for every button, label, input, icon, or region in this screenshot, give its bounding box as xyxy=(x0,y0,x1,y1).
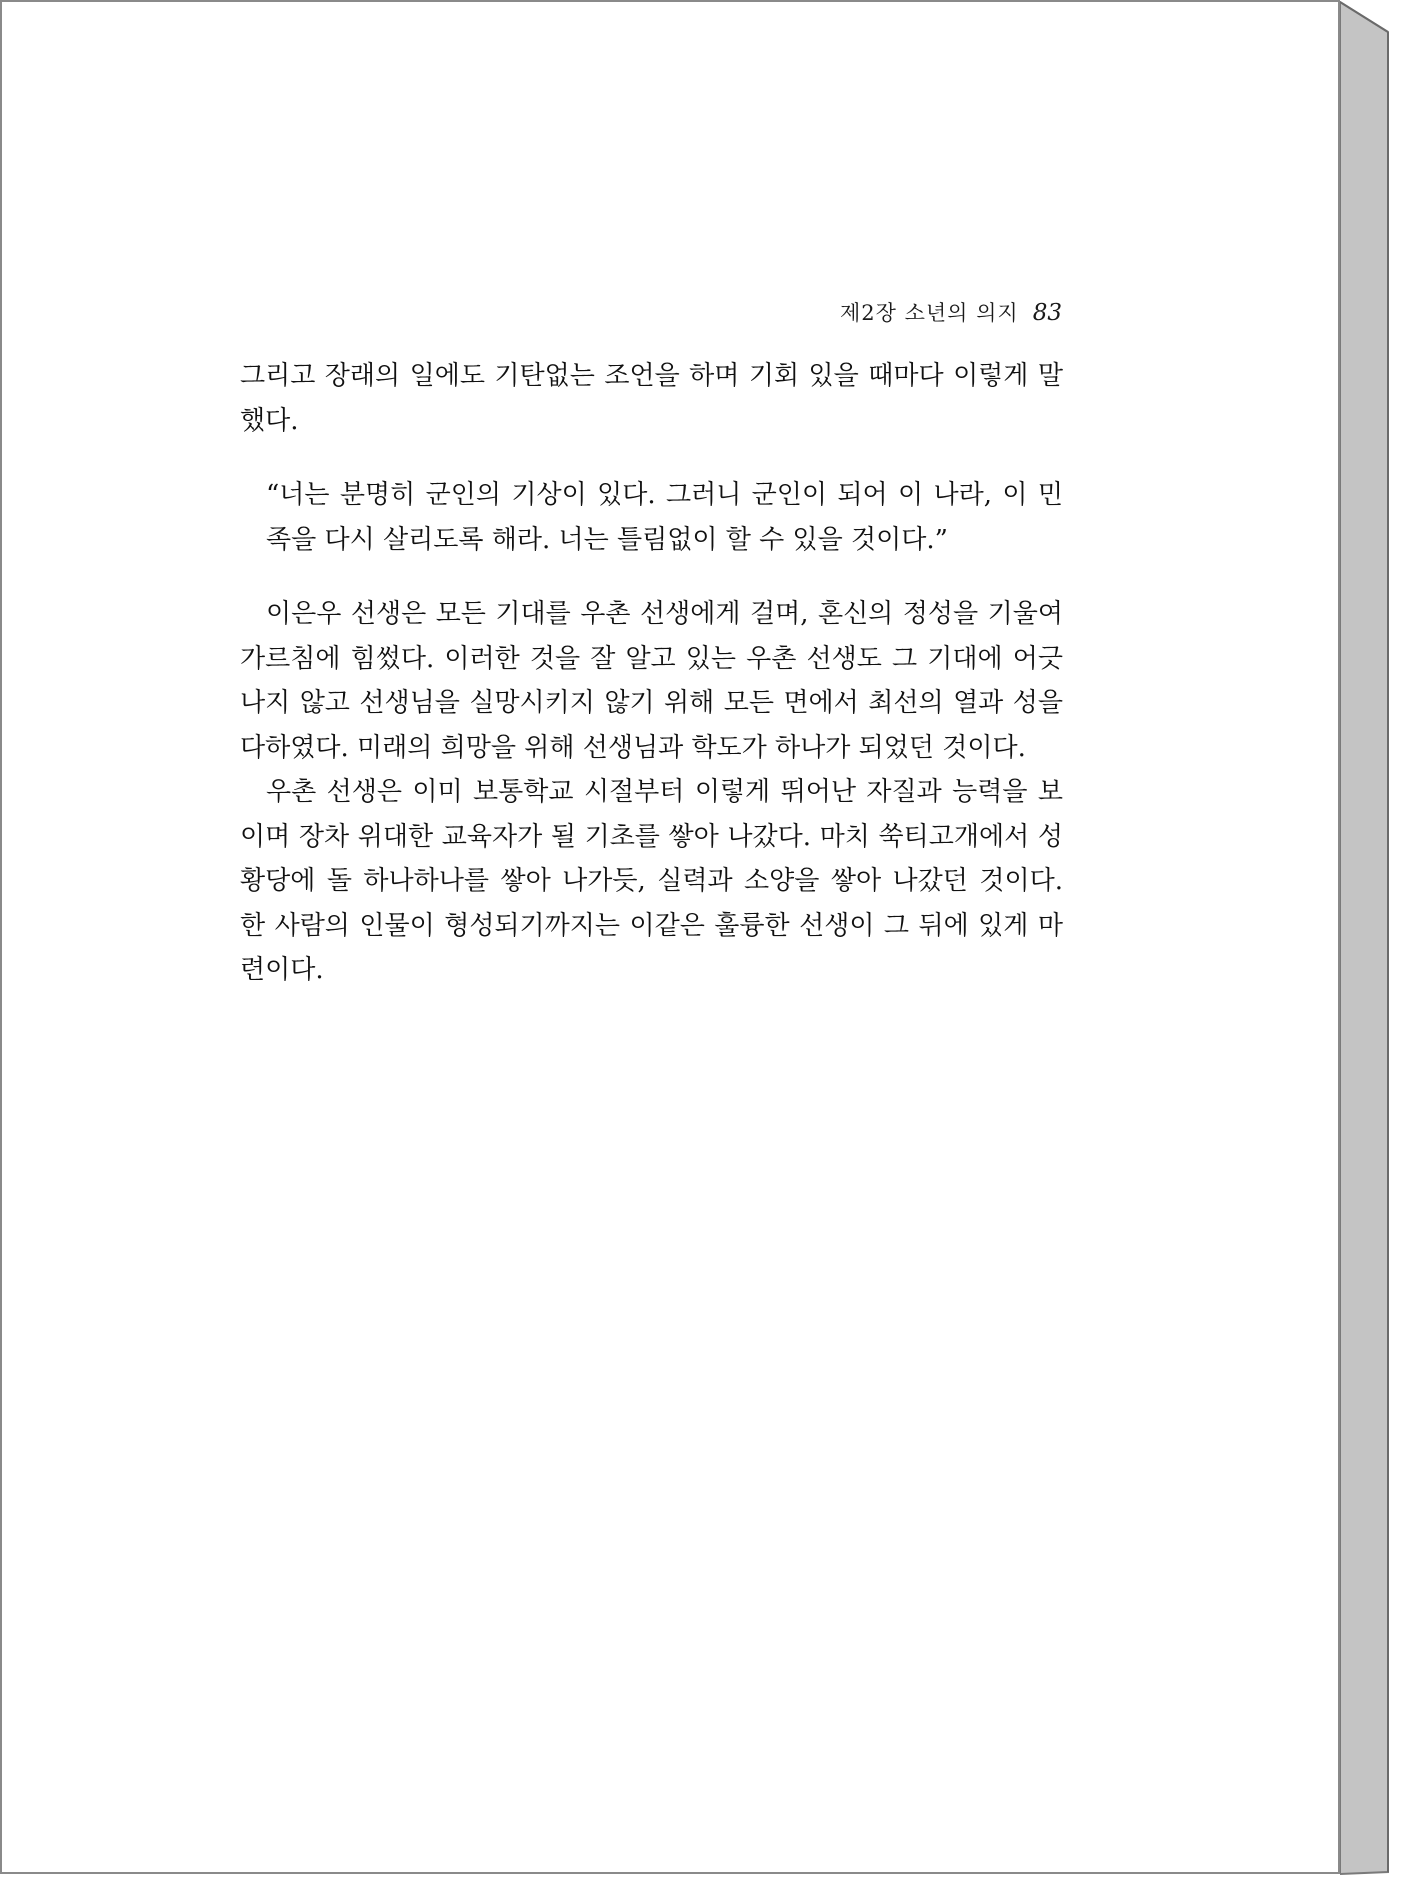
page-stack-edge-graphic xyxy=(1340,0,1400,1877)
chapter-title: 제2장 소년의 의지 xyxy=(840,301,1019,325)
page-number: 83 xyxy=(1032,300,1062,326)
page-stack-edge xyxy=(1340,0,1400,1877)
body-text xyxy=(240,354,1072,993)
paragraph-3: 우촌 선생은 이미 보통학교 시절부터 이렇게 뛰어난 자질과 능력을 보이며 장차 위대한 교육자가 될 기초를 쌓아 나갔다. 마치 쑥티고개에서 성황당에 돌 하나하나를 쌓아 나가듯, 실력과 소양을 쌓아 나갔던 것이다. 한 사람의 인물이 형성되기까지는 이같은 훌륭한 선생이 그 뒤에 있게 마련이다. xyxy=(240,777,1072,985)
paragraph-1: 그리고 장래의 일에도 기탄없는 조언을 하며 기회 있을 때마다 이렇게 말했다. xyxy=(240,361,1063,436)
quotation: “너는 분명히 군인의 기상이 있다. 그러니 군인이 되어 이 나라, 이 민족을 다시 살리도록 해라. 너는 틀림없이 할 수 있을 것이다.” xyxy=(266,480,1063,555)
running-head xyxy=(702,297,1062,327)
paragraph-2: 이은우 선생은 모든 기대를 우촌 선생에게 걸며, 혼신의 정성을 기울여 가르침에 힘썼다. 이러한 것을 잘 알고 있는 우촌 선생도 그 기대에 어긋나지 않고 선생님을 실망시키지 않기 위해 모든 면에서 최선의 열과 성을 다하였다. 미래의 희망을 위해 선생님과 학도가 하나가 되었던 것이다. xyxy=(240,599,1072,763)
